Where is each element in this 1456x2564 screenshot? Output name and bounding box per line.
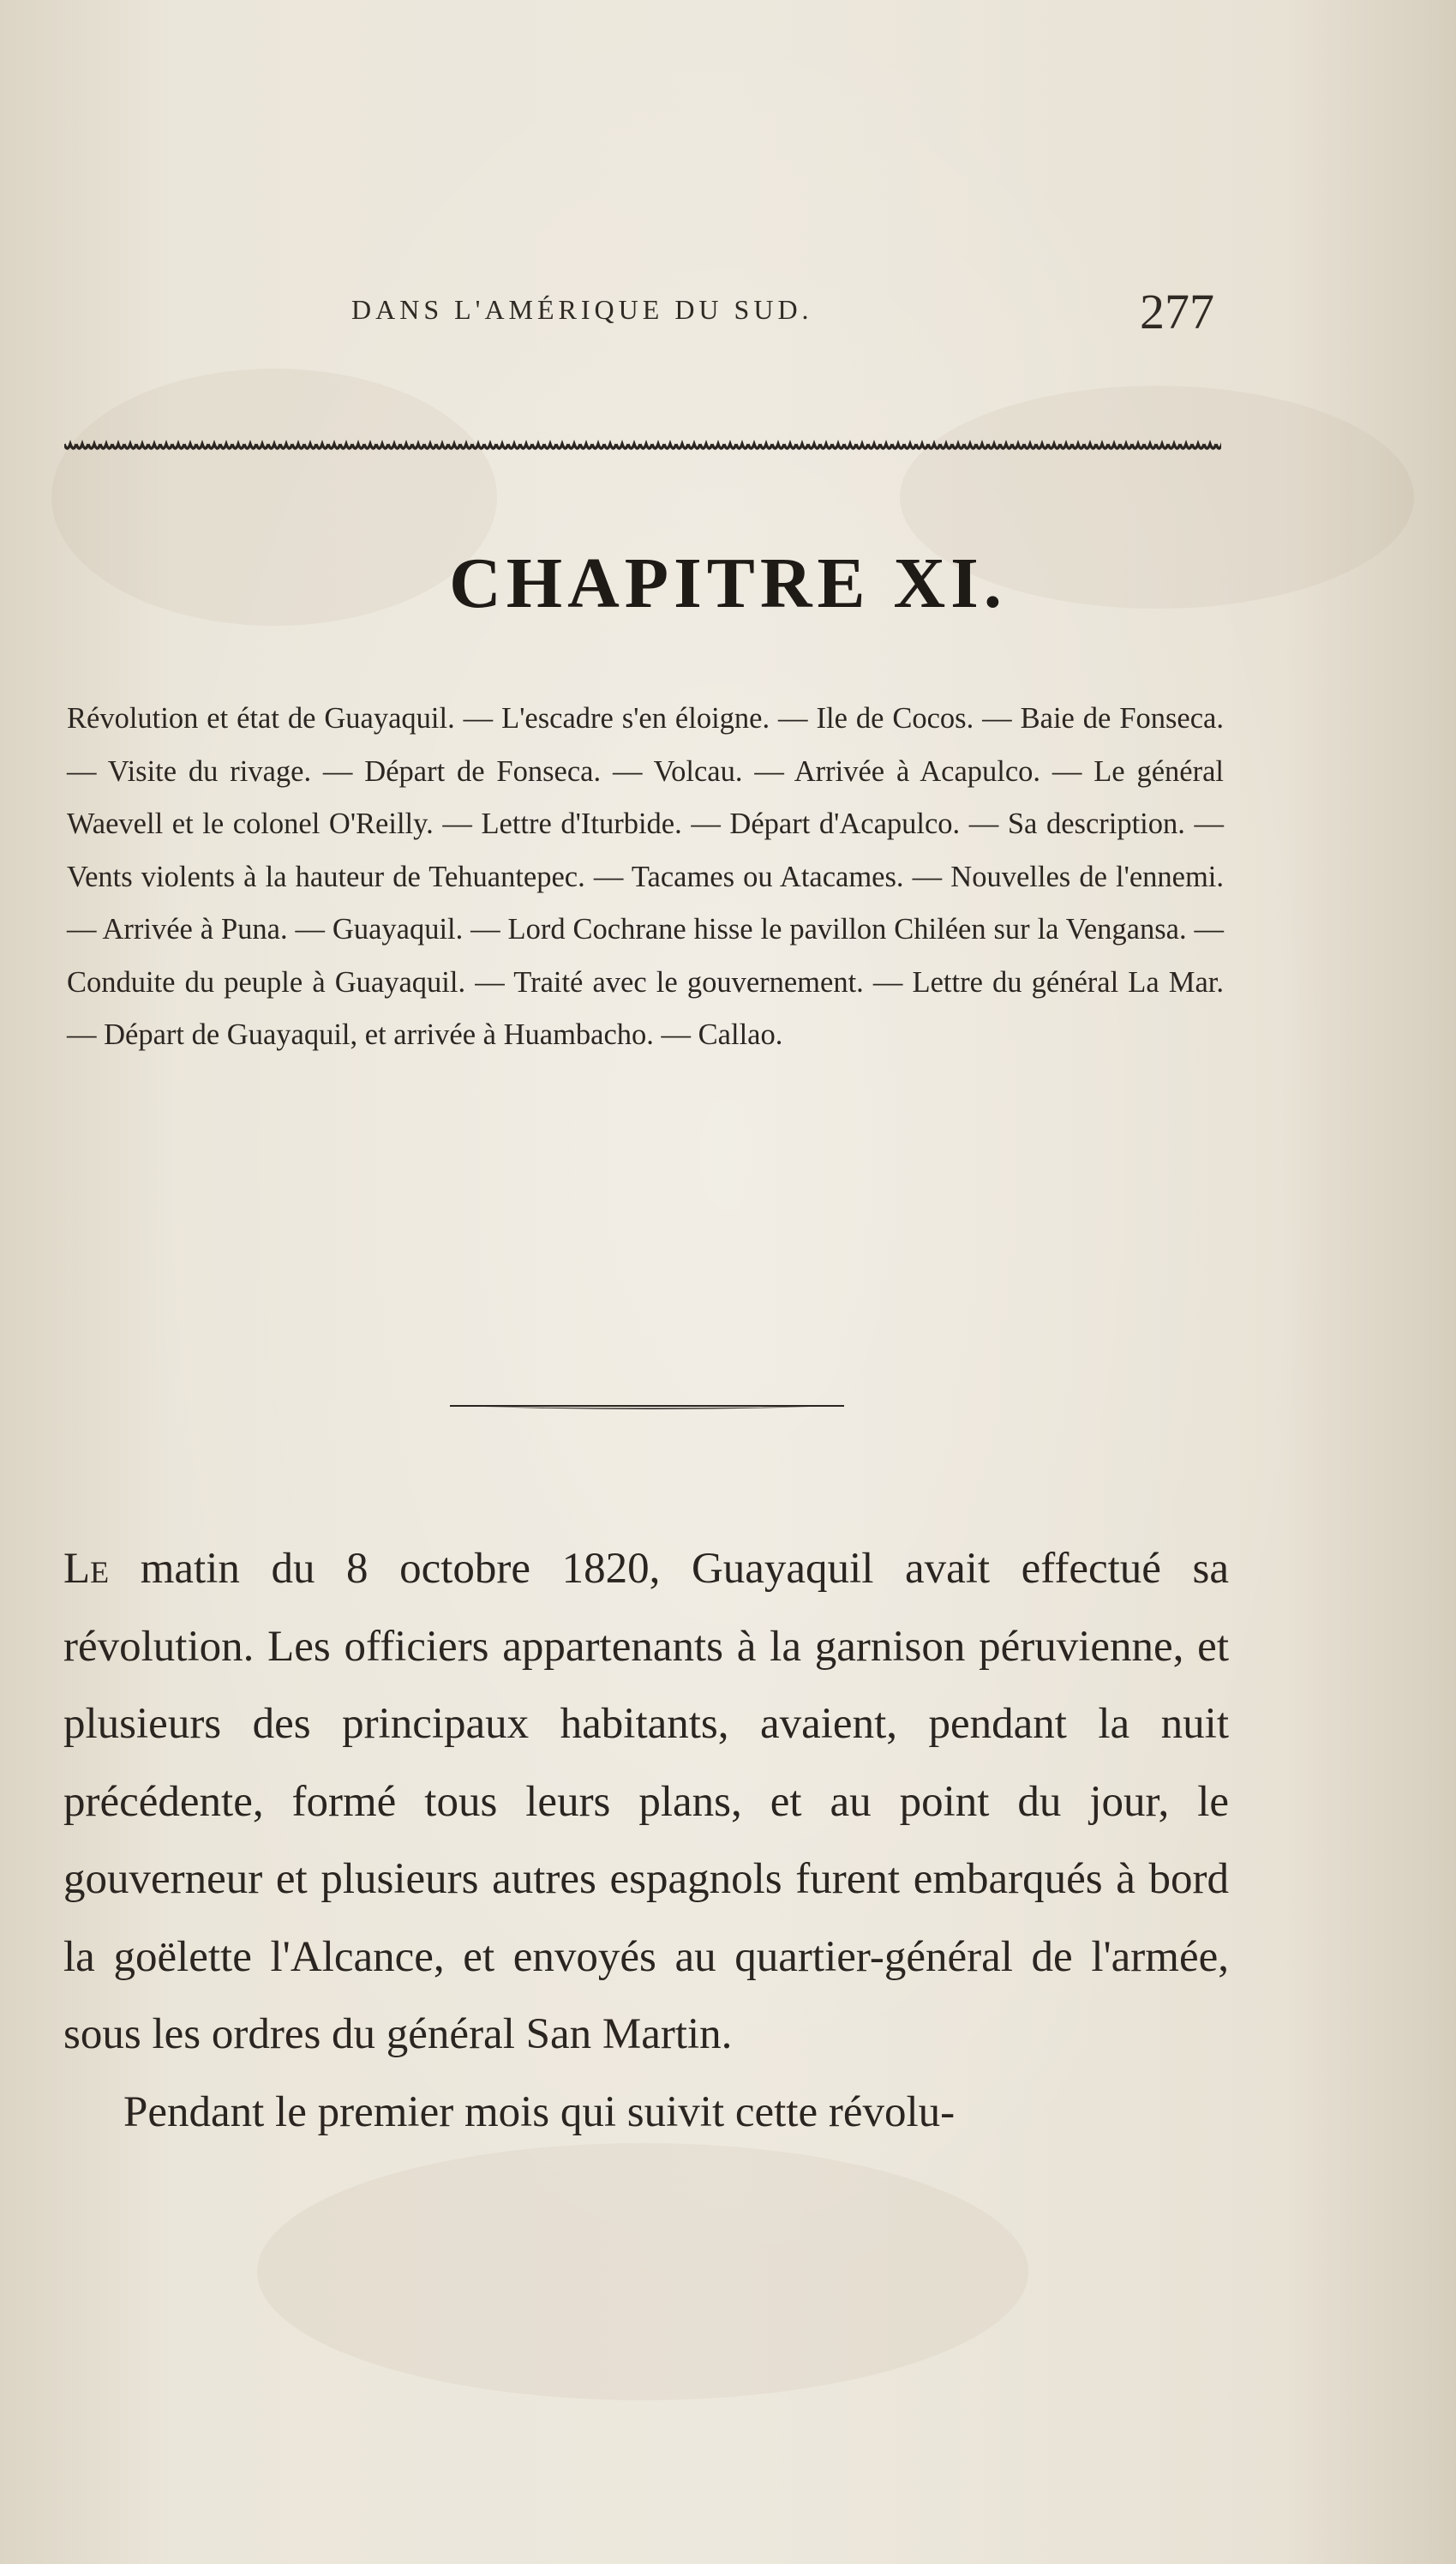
chapter-summary-text: Révolution et état de Guayaquil. — L'escadre s'en éloigne. — Ile de Cocos. — Baie de Fonseca. — Visite du rivage. — Départ de Fonseca. — Volcau. — Arrivée à Acapulco. — Le général Waevell et le colonel O'Reilly. — Lettre d'Iturbide. — Départ d'Acapulco. — Sa description. — Vents violents à la hauteur de Tehuantepec. — Tacames ou Atacames. — Nouvelles de l'ennemi. — Arrivée à Puna. — Guayaquil. — Lord Cochrane hisse le pavillon Chiléen sur la Vengansa. — Conduite du peuple à Guayaquil. — Traité avec le gouvernement. — Lettre du général La Mar. — Départ de Guayaquil, et arrivée à Huambacho. — Callao. [67,702,1224,1051]
paragraph-2: Pendant le premier mois qui suivit cette révolu- [123,2087,956,2136]
ornament-rule [64,439,1221,456]
running-head: DANS L'AMÉRIQUE DU SUD. [351,294,813,325]
paragraph-1-lead: Le [63,1545,110,1593]
paragraph-1-text: matin du 8 octobre 1820, Guayaquil avait effectué sa révolution. Les officiers appartenants à la garnison péruvienne, et plusieurs des principaux habitants, avaient, pendant la nuit précédente, formé tous leurs plans, et au point du jour, le gouverneur et plusieurs autres espagnols furent embarqués à bord la goëlette l'Alcance, et envoyés au quartier-général de l'armée, sous les ordres du général San Martin. [63,1545,1229,2058]
paragraph-1 [63,1530,1229,2074]
body-text [63,1530,1229,2151]
section-separator [450,1401,844,1413]
chapter-summary [67,693,1224,1062]
page-number: 277 [1140,284,1214,339]
chapter-title: CHAPITRE XI. [449,543,1007,623]
